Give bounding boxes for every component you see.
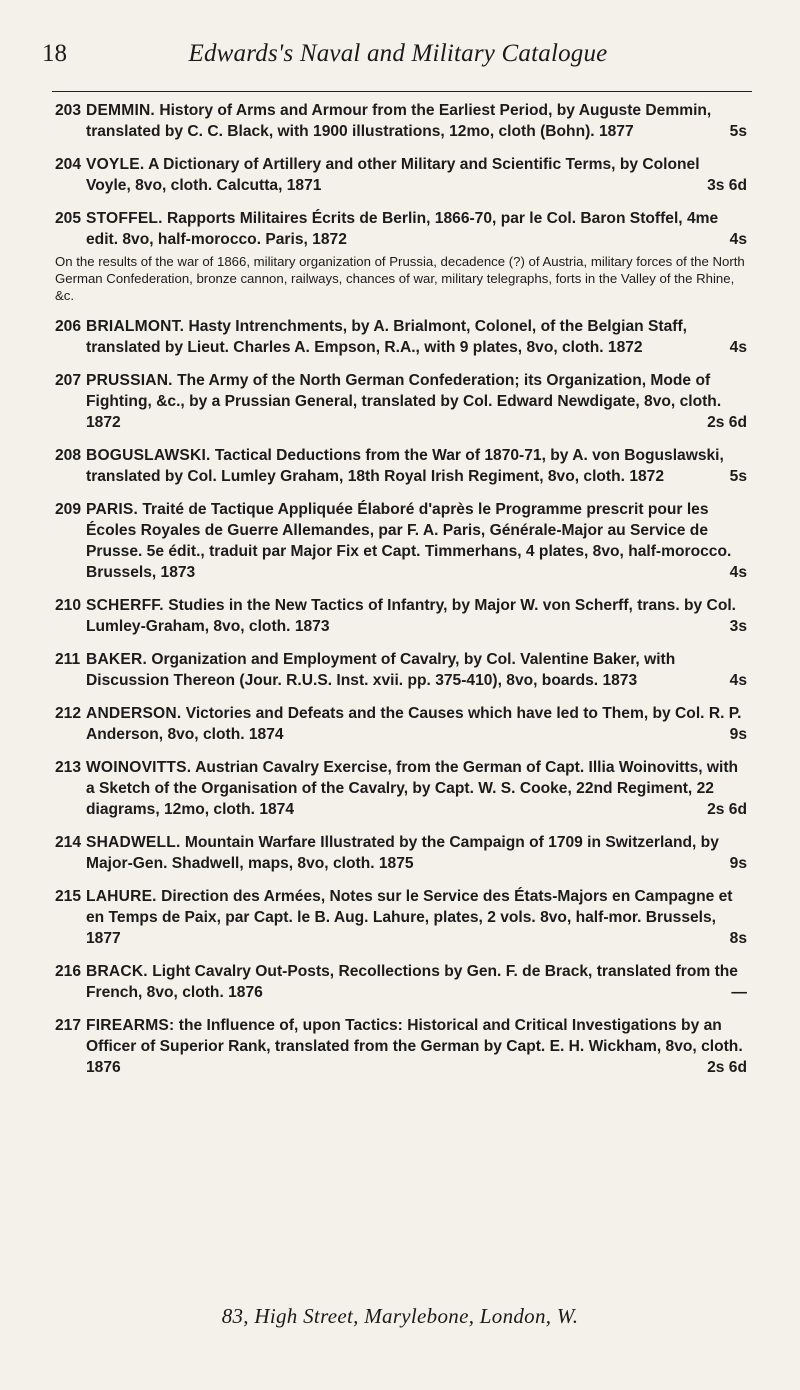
- entry-author: WOINOVITTS.: [86, 759, 192, 776]
- catalogue-entry: [55, 499, 747, 583]
- running-title: Edwards's Naval and Military Catalogue: [188, 40, 608, 67]
- entry-description: Studies in the New Tactics of Infantry, by Major W. von Scherff, trans. by Col. Lumley-Graham, 8vo, cloth. 1873: [86, 597, 737, 635]
- entry-number: 204: [55, 156, 82, 173]
- catalogue-entry: [55, 100, 747, 142]
- entry-description: Austrian Cavalry Exercise, from the German of Capt. Illia Woinovitts, with a Sketch of the Organisation of the Cavalry, by Capt. W. S. Cooke, 22nd Regiment, 22 diagrams, 12mo, cloth. 1874: [86, 759, 739, 818]
- entry-price: 9s: [729, 855, 747, 872]
- catalogue-entries: [55, 100, 747, 1090]
- entry-description: Light Cavalry Out-Posts, Recollections by Gen. F. de Brack, translated from the French, 8vo, cloth. 1876: [86, 963, 738, 1001]
- entry-note: On the results of the war of 1866, military organization of Prussia, decadence (?) of Austria, military forces of the North German Confederation, bronze cannon, railways, chances of war, military telegraphs, forts in the Valley of the Rhine, &c.: [55, 254, 745, 303]
- entry-author: FIREARMS:: [86, 1017, 175, 1034]
- entry-author: ANDERSON.: [86, 705, 182, 722]
- entry-price: 8s: [729, 930, 747, 947]
- entry-author: VOYLE.: [86, 156, 145, 173]
- entry-number: 209: [55, 501, 82, 518]
- entry-number: 205: [55, 210, 82, 227]
- entry-number: 207: [55, 372, 82, 389]
- entry-price: 9s: [729, 726, 747, 743]
- entry-price: 4s: [729, 231, 747, 248]
- entry-price: 2s 6d: [707, 801, 747, 818]
- footer-address: 83, High Street, Marylebone, London, W.: [221, 1304, 579, 1328]
- entry-number: 217: [55, 1017, 82, 1034]
- entry-number: 210: [55, 597, 82, 614]
- entry-number: 212: [55, 705, 82, 722]
- entry-description: Hasty Intrenchments, by A. Brialmont, Colonel, of the Belgian Staff, translated by Lieut. Charles A. Empson, R.A., with 9 plates, 8vo, cloth. 1872: [86, 318, 687, 356]
- entry-price: 3s: [729, 618, 747, 635]
- catalogue-entry: [55, 961, 747, 1003]
- catalogue-entry: [55, 154, 747, 196]
- entry-price: 2s 6d: [707, 414, 747, 431]
- entry-price: 5s: [729, 468, 747, 485]
- entry-price: 3s 6d: [707, 177, 747, 194]
- page-header: [42, 40, 754, 76]
- catalogue-entry: [55, 886, 747, 949]
- catalogue-entry: [55, 595, 747, 637]
- catalogue-entry: [55, 208, 747, 304]
- entry-description: Rapports Militaires Écrits de Berlin, 1866-70, par le Col. Baron Stoffel, 4me edit. 8vo, half-morocco. Paris, 1872: [86, 210, 719, 248]
- catalogue-entry: [55, 649, 747, 691]
- entry-author: LAHURE.: [86, 888, 157, 905]
- header-rule: [52, 91, 752, 92]
- entry-number: 216: [55, 963, 82, 980]
- entry-number: 211: [55, 651, 81, 668]
- entry-number: 215: [55, 888, 82, 905]
- entry-author: BRACK.: [86, 963, 148, 980]
- catalogue-entry: [55, 757, 747, 820]
- entry-price: —: [731, 984, 747, 1001]
- entry-author: PARIS.: [86, 501, 139, 518]
- catalogue-entry: [55, 445, 747, 487]
- catalogue-entry: [55, 316, 747, 358]
- entry-author: SCHERFF.: [86, 597, 164, 614]
- entry-price: 5s: [729, 123, 747, 140]
- entry-author: SHADWELL.: [86, 834, 181, 851]
- catalogue-entry: [55, 370, 747, 433]
- entry-number: 213: [55, 759, 82, 776]
- catalogue-entry: [55, 832, 747, 874]
- entry-author: BOGUSLAWSKI.: [86, 447, 211, 464]
- catalogue-entry: [55, 703, 747, 745]
- entry-price: 4s: [729, 339, 747, 356]
- entry-author: STOFFEL.: [86, 210, 163, 227]
- entry-price: 2s 6d: [707, 1059, 747, 1076]
- entry-number: 208: [55, 447, 82, 464]
- page-number: 18: [42, 40, 67, 67]
- entry-number: 214: [55, 834, 82, 851]
- entry-description: History of Arms and Armour from the Earliest Period, by Auguste Demmin, translated by C. C. Black, with 1900 illustrations, 12mo, cloth (Bohn). 1877: [86, 102, 712, 140]
- entry-author: DEMMIN.: [86, 102, 155, 119]
- entry-number: 203: [55, 102, 82, 119]
- entry-number: 206: [55, 318, 82, 335]
- entry-description: Direction des Armées, Notes sur le Service des États-Majors en Campagne et en Temps de Paix, par Capt. le B. Aug. Lahure, plates, 2 vols. 8vo, half-mor. Brussels, 1877: [86, 888, 733, 947]
- entry-description: A Dictionary of Artillery and other Military and Scientific Terms, by Colonel Voyle, 8vo, cloth. Calcutta, 1871: [86, 156, 700, 194]
- entry-description: Mountain Warfare Illustrated by the Campaign of 1709 in Switzerland, by Major-Gen. Shadwell, maps, 8vo, cloth. 1875: [86, 834, 719, 872]
- entry-author: BRIALMONT.: [86, 318, 185, 335]
- entry-description: The Army of the North German Confederation; its Organization, Mode of Fighting, &c., by a Prussian General, translated by Col. Edward Newdigate, 8vo, cloth. 1872: [86, 372, 722, 431]
- entry-price: 4s: [729, 672, 747, 689]
- entry-author: BAKER.: [86, 651, 147, 668]
- entry-description: Tactical Deductions from the War of 1870-71, by A. von Boguslawski, translated by Col. Lumley Graham, 18th Royal Irish Regiment, 8vo, cloth. 1872: [86, 447, 724, 485]
- entry-description: Victories and Defeats and the Causes which have led to Them, by Col. R. P. Anderson, 8vo, cloth. 1874: [86, 705, 742, 743]
- entry-price: 4s: [729, 564, 747, 581]
- catalogue-entry: [55, 1015, 747, 1078]
- entry-description: the Influence of, upon Tactics: Historical and Critical Investigations by an Officer of Superior Rank, translated from the German by Capt. E. H. Wickham, 8vo, cloth. 1876: [86, 1017, 743, 1076]
- entry-description: Organization and Employment of Cavalry, by Col. Valentine Baker, with Discussion Thereon (Jour. R.U.S. Inst. xvii. pp. 375-410), 8vo, boards. 1873: [86, 651, 676, 689]
- entry-author: PRUSSIAN.: [86, 372, 173, 389]
- entry-description: Traité de Tactique Appliquée Élaboré d'après le Programme prescrit pour les Écoles Royales de Guerre Allemandes, par F. A. Paris, Générale-Major au Service de Prusse. 5e édit., traduit par Major Fix et Capt. Timmerhans, 4 plates, 8vo, half-morocco. Brussels, 1873: [86, 501, 732, 581]
